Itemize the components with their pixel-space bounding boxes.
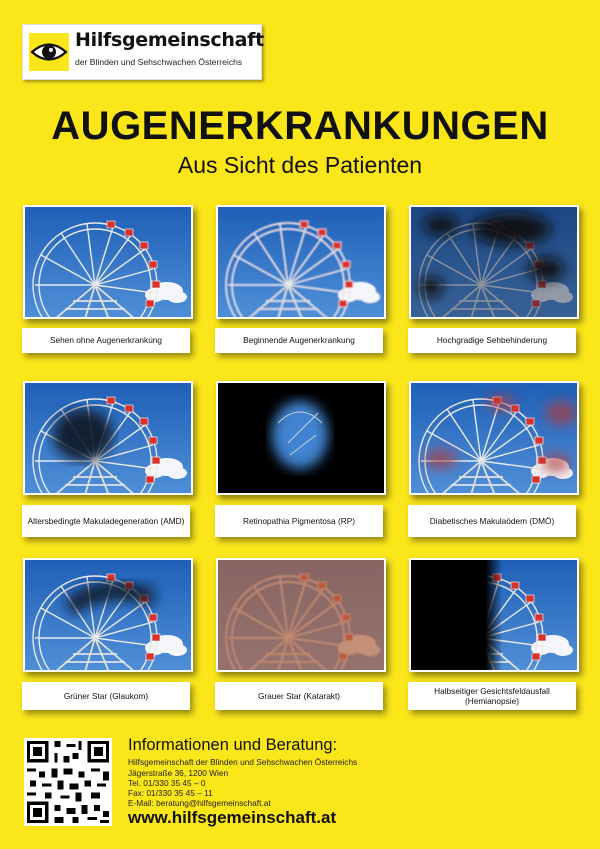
photo-normal-vision bbox=[23, 205, 193, 319]
label-retinitis-pigmentosa: Retinopathia Pigmentosa (RP) bbox=[215, 505, 383, 537]
website-link[interactable]: www.hilfsgemeinschaft.at bbox=[128, 808, 337, 827]
label-cataract: Grauer Star (Katarakt) bbox=[215, 682, 383, 710]
photo-retinitis-pigmentosa bbox=[216, 381, 386, 495]
label-diabetic-macular-edema: Diabetisches Makulaödem (DMÖ) bbox=[408, 505, 576, 537]
contact-email[interactable]: E-Mail: beratung@hilfsgemeinschaft.at bbox=[128, 798, 271, 808]
qr-code-icon bbox=[24, 738, 112, 826]
photo-glaucoma bbox=[23, 558, 193, 672]
photo-hemianopsia bbox=[409, 558, 579, 672]
organization-logo bbox=[22, 24, 262, 80]
page-subtitle: Aus Sicht des Patienten bbox=[177, 152, 423, 178]
label-severe-impairment: Hochgradige Sehbehinderung bbox=[408, 328, 576, 353]
photo-amd bbox=[23, 381, 193, 495]
eye-icon bbox=[29, 33, 69, 71]
contact-heading: Informationen und Beratung: bbox=[128, 736, 338, 754]
photo-early-disease bbox=[216, 205, 386, 319]
contact-address: Jägerstraße 36, 1200 Wien bbox=[128, 768, 229, 778]
label-early-disease: Beginnende Augenerkrankung bbox=[215, 328, 383, 353]
contact-organization: Hilfsgemeinschaft der Blinden und Sehschwachen Österreichs bbox=[128, 757, 358, 767]
label-amd: Altersbedingte Makuladegeneration (AMD) bbox=[22, 505, 190, 537]
organization-subtitle: der Blinden und Sehschwachen Österreichs bbox=[75, 57, 243, 67]
label-normal-vision: Sehen ohne Augenerkrankung bbox=[22, 328, 190, 353]
contact-fax: Fax: 01/330 35 45 – 11 bbox=[128, 788, 213, 798]
photo-cataract bbox=[216, 558, 386, 672]
label-hemianopsia: Halbseitiger Gesichtsfeldausfall (Hemianopsie) bbox=[408, 682, 576, 710]
label-glaucoma: Grüner Star (Glaukom) bbox=[22, 682, 190, 710]
photo-diabetic-macular-edema bbox=[409, 381, 579, 495]
photo-severe-impairment bbox=[409, 205, 579, 319]
organization-name: Hilfsgemeinschaft bbox=[75, 29, 264, 51]
page-title: AUGENERKRANKUNGEN bbox=[51, 104, 549, 148]
contact-phone: Tel. 01/330 35 45 – 0 bbox=[128, 778, 206, 788]
